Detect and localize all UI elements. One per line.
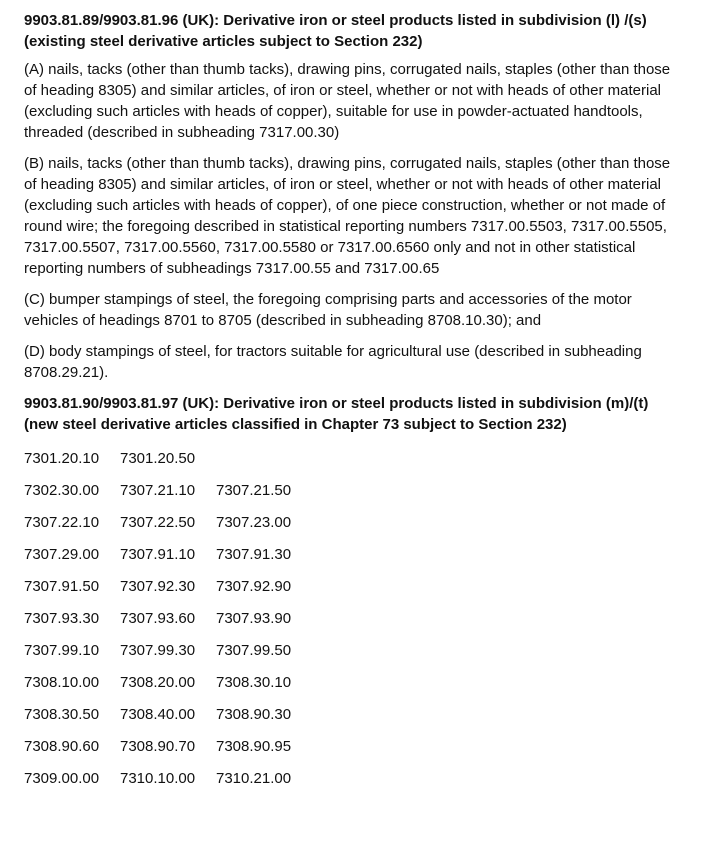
code-cell: 7309.00.00: [24, 769, 100, 787]
code-row: [24, 538, 684, 570]
code-cell: 7307.92.90: [216, 577, 292, 595]
section2-heading: 9903.81.90/9903.81.97 (UK): Derivative iron or steel products listed in subdivision (m)/(t) (new steel derivative articles classified in Chapter 73 subject to Section 232): [24, 395, 649, 433]
code-cell: 7310.10.00: [120, 769, 196, 787]
code-cell: 7308.40.00: [120, 705, 196, 723]
code-row: [24, 474, 684, 506]
code-cell: 7308.90.30: [216, 705, 292, 723]
code-row: [24, 442, 684, 474]
paragraph-d: (D) body stampings of steel, for tractors suitable for agricultural use (described in subheading 8708.29.21).: [24, 343, 642, 381]
code-cell: 7308.10.00: [24, 673, 100, 691]
code-cell: 7308.30.50: [24, 705, 100, 723]
paragraph-c: (C) bumper stampings of steel, the foregoing comprising parts and accessories of the motor vehicles of headings 8701 to 8705 (described in subheading 8708.10.30); and: [24, 291, 632, 329]
code-list: [24, 442, 684, 794]
code-cell: 7307.92.30: [120, 577, 196, 595]
code-cell: 7307.99.10: [24, 641, 100, 659]
code-cell: 7307.22.10: [24, 513, 100, 531]
code-cell: 7308.90.95: [216, 737, 292, 755]
code-cell: 7307.99.50: [216, 641, 292, 659]
code-cell: 7307.93.60: [120, 609, 196, 627]
code-row: [24, 570, 684, 602]
code-cell: 7301.20.10: [24, 449, 100, 467]
code-cell: 7302.30.00: [24, 481, 100, 499]
code-cell: 7307.93.30: [24, 609, 100, 627]
code-cell: 7307.21.10: [120, 481, 196, 499]
code-cell: 7307.29.00: [24, 545, 100, 563]
code-cell: 7307.99.30: [120, 641, 196, 659]
code-cell: 7301.20.50: [120, 449, 196, 467]
code-cell: 7307.91.10: [120, 545, 196, 563]
code-row: [24, 698, 684, 730]
code-row: [24, 506, 684, 538]
paragraph-b: (B) nails, tacks (other than thumb tacks), drawing pins, corrugated nails, staples (other than those of heading 8305) and similar articles, of iron or steel, whether or not with heads of other material (excluding such articles with heads of copper), of one piece construction, whether or not made of round wire; the foregoing described in statistical reporting numbers 7317.00.5503, 7317.00.5505, 7317.00.5507, 7317.00.5560, 7317.00.5580 or 7317.00.6560 only and not in other statistical reporting numbers of subheadings 7317.00.55 and 7317.00.65: [24, 155, 671, 277]
code-cell: 7308.90.70: [120, 737, 196, 755]
code-row: [24, 634, 684, 666]
code-row: [24, 602, 684, 634]
code-cell: 7308.90.60: [24, 737, 100, 755]
code-row: [24, 666, 684, 698]
code-row: [24, 762, 684, 794]
document-page: [24, 10, 684, 794]
code-cell: 7307.93.90: [216, 609, 292, 627]
code-cell: 7310.21.00: [216, 769, 292, 787]
code-row: [24, 730, 684, 762]
code-cell: 7307.23.00: [216, 513, 292, 531]
code-cell: 7307.91.30: [216, 545, 292, 563]
section1-heading: 9903.81.89/9903.81.96 (UK): Derivative iron or steel products listed in subdivision (l) /(s) (existing steel derivative articles subject to Section 232): [24, 12, 647, 50]
code-cell: 7308.30.10: [216, 673, 292, 691]
code-cell: 7307.91.50: [24, 577, 100, 595]
code-cell: 7307.21.50: [216, 481, 292, 499]
code-cell: 7308.20.00: [120, 673, 196, 691]
code-cell: 7307.22.50: [120, 513, 196, 531]
paragraph-a: (A) nails, tacks (other than thumb tacks), drawing pins, corrugated nails, staples (other than those of heading 8305) and similar articles, of iron or steel, whether or not with heads of other material (excluding such articles with heads of copper), suitable for use in powder-actuated handtools, threaded (described in subheading 7317.00.30): [24, 61, 671, 141]
